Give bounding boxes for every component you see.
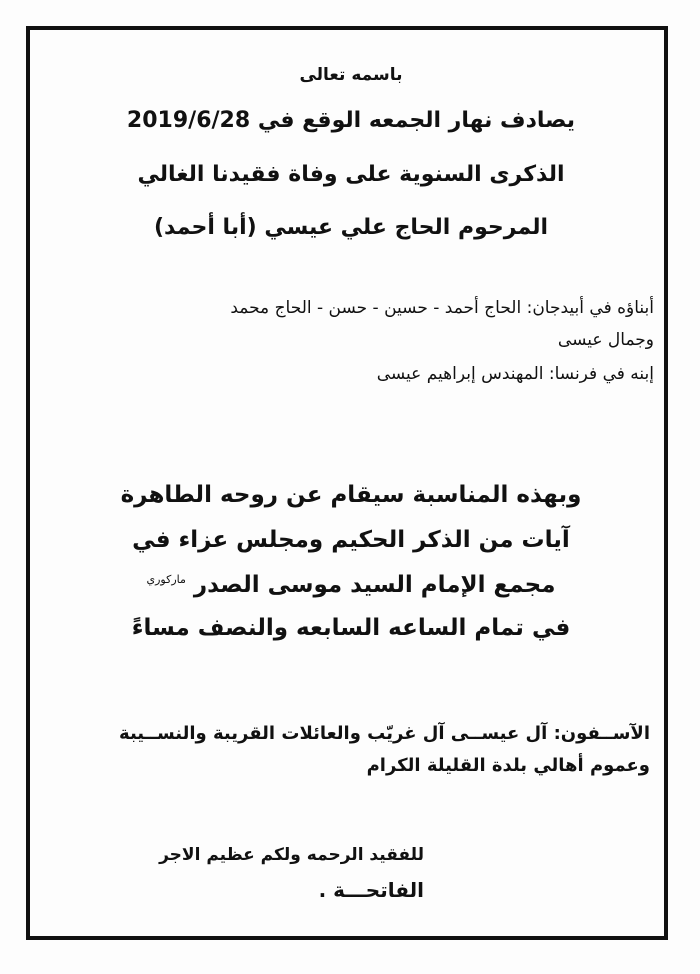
event-line-1: وبهذه المناسبة سيقام عن روحه الطاهرة: [120, 482, 582, 508]
venue-name: مجمع الإمام السيد موسى الصدر: [193, 572, 556, 598]
deceased-name-line: المرحوم الحاج علي عيسي (أبا أحمد): [153, 215, 549, 240]
son-france-line: إبنه في فرنسا: المهندس إبراهيم عيسى: [376, 364, 654, 384]
basmah-heading: باسمه تعالى: [299, 65, 403, 85]
sons-abidjan-line-continued: وجمال عيسى: [557, 330, 654, 350]
venue-location-note: ماركوري: [146, 573, 186, 587]
date-line: يصادف نهار الجمعه الوقع في 2019/6/28: [126, 108, 576, 133]
mourners-line-1: الآســفون: آل عيســى آل غريّب والعائلات القريبة والنســيبة: [119, 723, 650, 744]
event-time-line: في تمام الساعه السابعه والنصف مساءً: [131, 615, 571, 641]
anniversary-line: الذكرى السنوية على وفاة فقيدنا الغالي: [137, 162, 565, 187]
announcement-border: [26, 26, 668, 940]
sons-abidjan-line: أبناؤه في أبيدجان: الحاج أحمد - حسين - حسن - الحاج محمد: [230, 298, 654, 318]
event-venue-line: [30, 572, 672, 598]
closing-fatiha: الفاتحـــة .: [318, 878, 424, 902]
closing-condolence: للفقيد الرحمه ولكم عظيم الاجر: [159, 845, 424, 865]
event-line-2: آيات من الذكر الحكيم ومجلس عزاء في: [132, 527, 570, 553]
mourners-line-2: وعموم أهالي بلدة القليلة الكرام: [366, 755, 650, 776]
